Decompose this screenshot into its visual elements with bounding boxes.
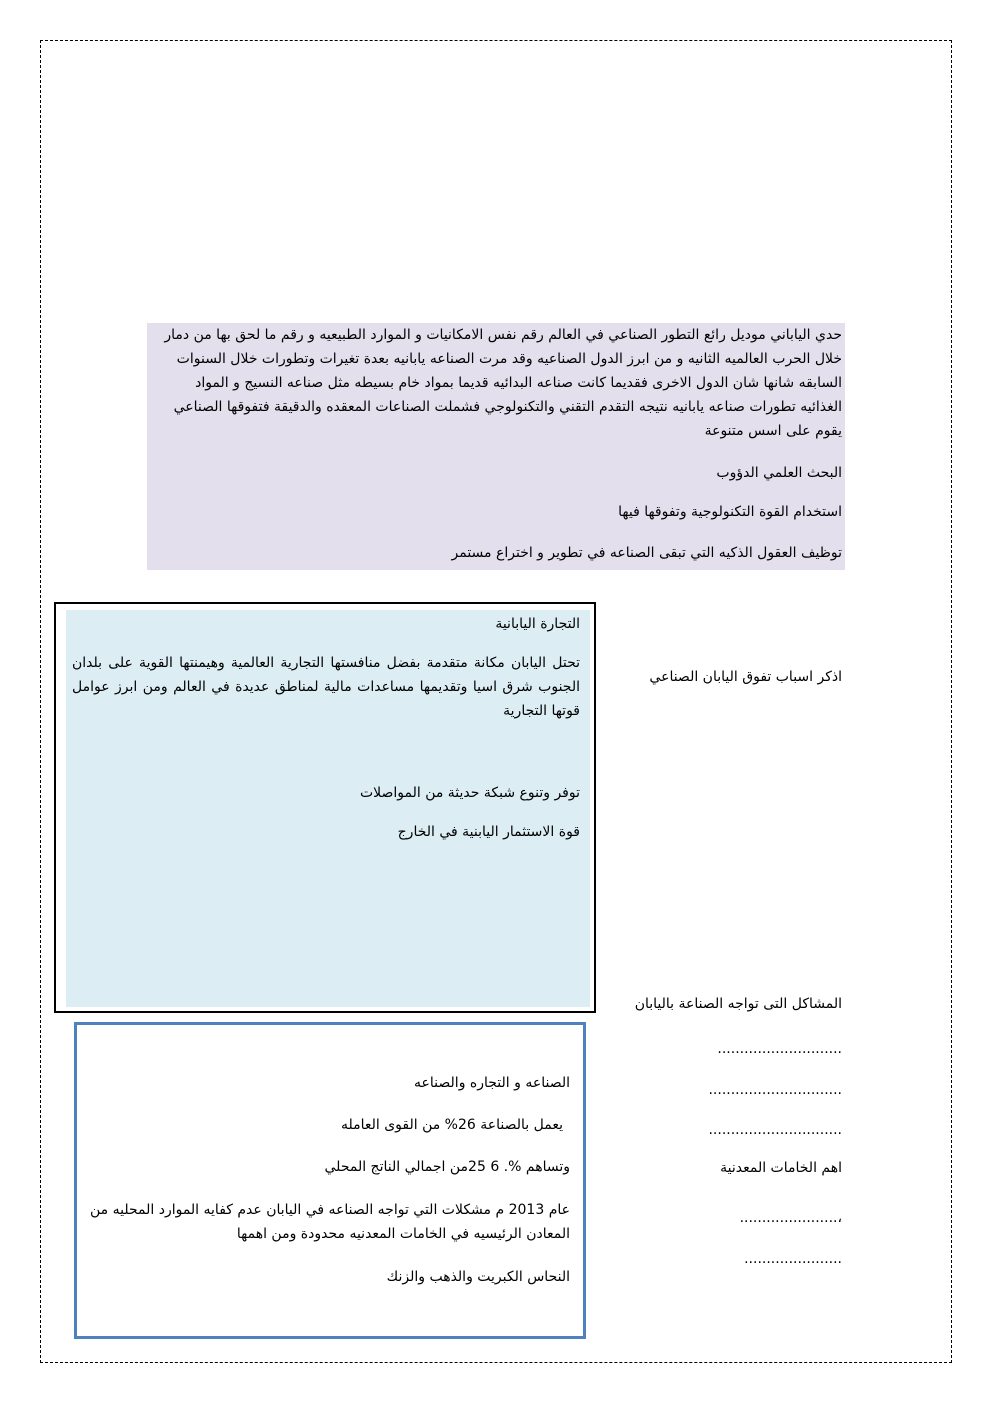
industry-gdp: وتساهم %. 6 25من اجمالي الناتج المحلي	[324, 1159, 570, 1175]
answer-blank-3[interactable]: ..............................	[708, 1122, 842, 1138]
trade-paragraph: تحتل اليابان مكانة متقدمة بفضل منافستها التجارية العالمية وهيمنتها القوية على بلدان الجنوب شرق اسيا وتقديمها مساعدات مالية لمناطق عديدة في العالم ومن ابرز عوامل قوتها التجارية	[72, 655, 580, 719]
question-3: اهم الخامات المعدنية	[720, 1160, 842, 1176]
answer-blank-5[interactable]: ......................	[744, 1251, 842, 1267]
trade-factor-1: توفر وتنوع شبكة حديثة من المواصلات	[359, 785, 580, 801]
industry-box	[74, 1022, 586, 1339]
answer-blank-4[interactable]: ......................،	[739, 1210, 842, 1226]
intro-factor-2: استخدام القوة التكنولوجية وتفوقها فيها	[618, 504, 842, 520]
industry-minerals: النحاس الكبريت والذهب والزنك	[386, 1269, 570, 1285]
trade-factor-2: قوة الاستثمار اليابنية في الخارج	[397, 824, 580, 840]
industry-workforce: يعمل بالصناعة 26% من القوى العامله	[340, 1117, 563, 1133]
industry-problems: عام 2013 م مشكلات التي تواجه الصناعه في اليابان عدم كفايه الموارد المحليه من المعادن الرئيسيه في الخامات المعدنيه محدودة ومن اهمها	[90, 1202, 570, 1242]
intro-box	[147, 323, 845, 570]
trade-box	[54, 602, 596, 1013]
intro-factor-3: توظيف العقول الذكيه التي تبقى الصناعه في تطوير و اختراع مستمر	[451, 545, 842, 561]
trade-box-fill	[66, 610, 590, 1007]
industry-heading: الصناعه و التجاره والصناعه	[414, 1075, 570, 1091]
answer-blank-2[interactable]: ..............................	[708, 1082, 842, 1098]
trade-title: التجارة اليابانية	[495, 616, 580, 632]
question-2: المشاكل التى تواجه الصناعة باليابان	[634, 996, 842, 1012]
question-1: اذكر اسباب تفوق اليابان الصناعي	[649, 669, 842, 685]
intro-factor-1: البحث العلمي الدؤوب	[716, 465, 842, 481]
answer-blank-1[interactable]: ............................	[717, 1041, 842, 1057]
intro-paragraph: حدي الياباني موديل رائع التطور الصناعي في العالم رقم نفس الامكانيات و الموارد الطبيعيه و رقم ما لحق بها من دمار خلال الحرب العالميه الثانيه و من ابرز الدول الصناعيه وقد مرت الصناعه يابانيه بعدة تغيرات وتطورات خلال السنوات السابقه شانها شان الدول الاخرى فقديما كانت صناعه البدائيه قديما بمواد خام بسيطه مثل صناعه النسيج و المواد الغذائيه تطورات صناعه يابانيه نتيجه التقدم التقني والتكنولوجي فشملت الصناعات المعقده والدقيقة فتفوقها الصناعي يقوم على اسس متنوعة	[164, 327, 842, 439]
